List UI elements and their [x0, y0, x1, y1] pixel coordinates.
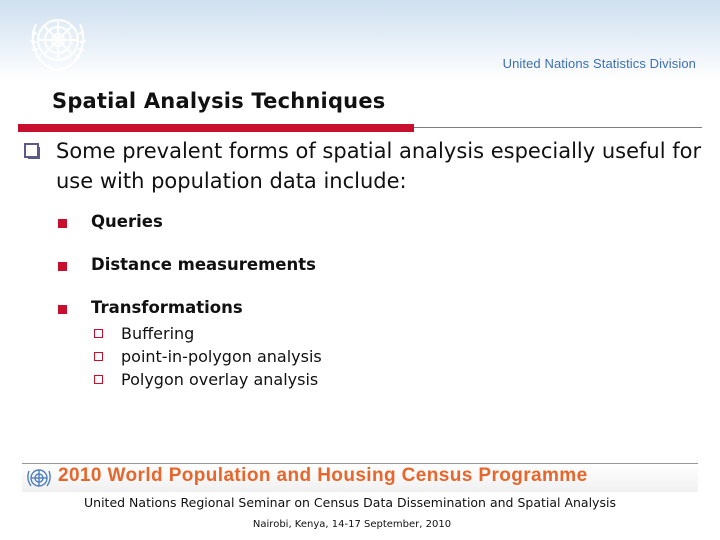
hollow-square-bullet-icon: [94, 329, 103, 338]
hollow-square-bullet-icon: [94, 352, 103, 361]
sublist-item-label: Polygon overlay analysis: [121, 370, 319, 389]
un-emblem-icon: [22, 8, 94, 76]
sublist-item-label: point-in-polygon analysis: [121, 347, 322, 366]
sublist-item: [92, 370, 492, 393]
sublist-item: [92, 347, 492, 370]
list-item-label: Distance measurements: [91, 255, 316, 274]
division-name: United Nations Statistics Division: [502, 56, 696, 71]
sublist-item: [92, 324, 492, 347]
list-item: [56, 210, 656, 253]
square-bullet-icon: [58, 262, 67, 271]
square-bullet-icon: [58, 219, 67, 228]
checkbox-bullet-icon: [24, 143, 40, 159]
seminar-name: United Nations Regional Seminar on Census Data Dissemination and Spatial Analysis: [84, 495, 616, 510]
technique-list: [56, 210, 656, 339]
list-item-label: Queries: [91, 212, 163, 231]
intro-text: Some prevalent forms of spatial analysis especially useful for use with population data include:: [56, 139, 702, 193]
venue-date: Nairobi, Kenya, 14-17 September, 2010: [252, 519, 452, 530]
list-item: [56, 253, 656, 296]
un-emblem-small-icon: [26, 467, 52, 489]
transformation-sublist: [92, 324, 492, 393]
header-band: [0, 0, 720, 80]
intro-bullet-point: [16, 136, 706, 196]
title-underline-accent: [18, 124, 414, 132]
square-bullet-icon: [58, 305, 67, 314]
list-item-label: Transformations: [91, 298, 243, 317]
hollow-square-bullet-icon: [94, 375, 103, 384]
programme-banner: [22, 463, 698, 492]
programme-name: 2010 World Population and Housing Census Programme: [58, 465, 588, 486]
sublist-item-label: Buffering: [121, 324, 195, 343]
title-underline-rule: [414, 127, 702, 128]
slide-title: Spatial Analysis Techniques: [52, 89, 386, 113]
